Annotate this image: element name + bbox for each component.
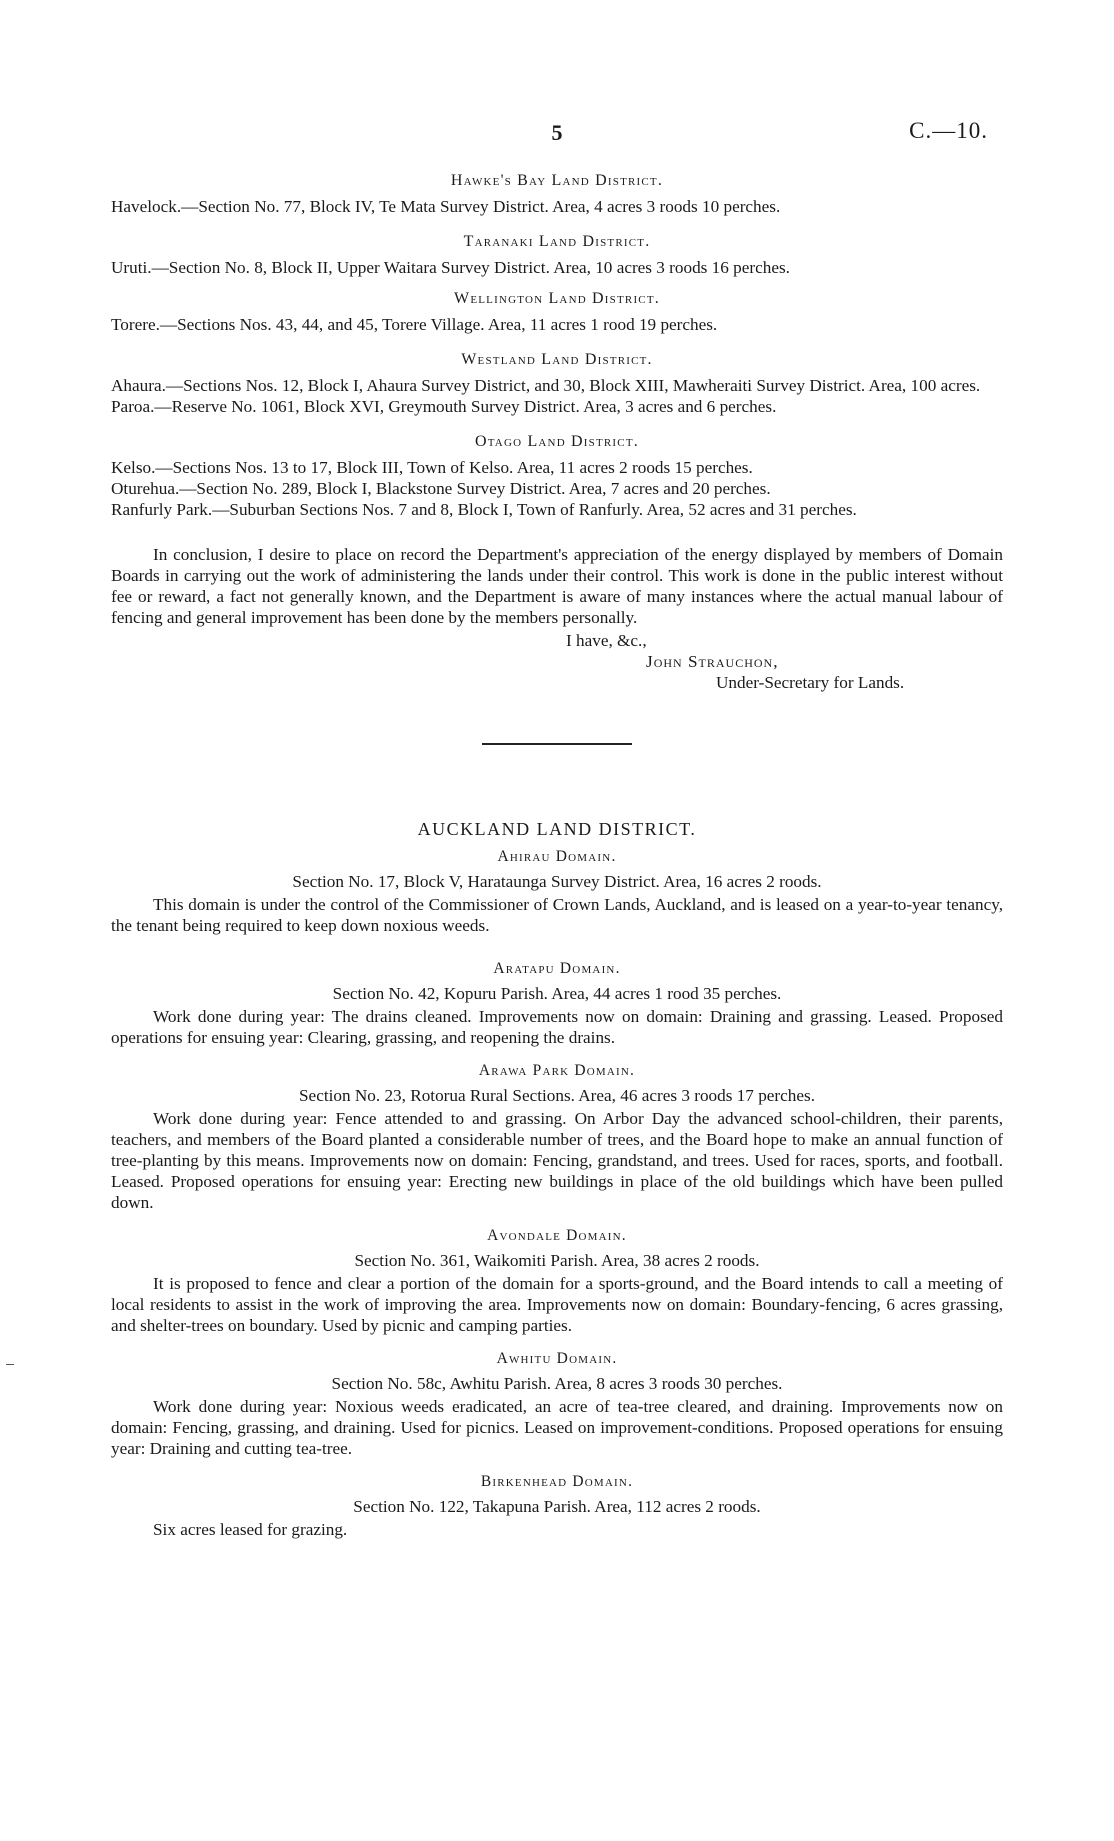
margin-mark xyxy=(6,1364,14,1365)
reserve-entry: Kelso.—Sections Nos. 13 to 17, Block III, Town of Kelso. Area, 11 acres 2 roods 15 perches. xyxy=(111,458,753,477)
page-number: 5 xyxy=(551,120,563,145)
district-block-taranaki xyxy=(111,231,1003,278)
reserve-entry: Torere.—Sections Nos. 43, 44, and 45, Torere Village. Area, 11 acres 1 rood 19 perches. xyxy=(111,315,718,334)
section-divider xyxy=(482,743,632,745)
conclusion-paragraph: In conclusion, I desire to place on record the Department's appreciation of the energy displayed by members of Domain Boards in carrying out the work of administering the lands under their control. This work is done in the public interest without fee or reward, a fact not generally known, and the Department is aware of many instances where the actual manual labour of fencing and general improvement has been done by the members personally. xyxy=(111,545,1003,627)
domain-description: Work done during year: Noxious weeds eradicated, an acre of tea-tree cleared, and draining. Improvements now on domain: Fencing, grassing, and draining. Used for picnics. Leased on improvement-conditions. Proposed operations for ensuing year: Draining and cutting tea-tree. xyxy=(111,1397,1003,1458)
domain-description: This domain is under the control of the Commissioner of Crown Lands, Auckland, and is leased on a year-to-year tenancy, the tenant being required to keep down noxious weeds. xyxy=(111,895,1003,935)
district-heading: Hawke's Bay Land District. xyxy=(450,172,664,189)
domain-section-line: Section No. 58c, Awhitu Parish. Area, 8 acres 3 roods 30 perches. xyxy=(331,1374,783,1393)
reserve-entry: Havelock.—Section No. 77, Block IV, Te Mata Survey District. Area, 4 acres 3 roods 10 perches. xyxy=(111,197,781,216)
domain-description: It is proposed to fence and clear a portion of the domain for a sports-ground, and the Board intends to call a meeting of local residents to assist in the work of improving the area. Improvements now on domain: Boundary-fencing, 6 acres grassing, and shelter-trees on boundary. Used by picnic and camping parties. xyxy=(111,1274,1003,1335)
district-block-otago xyxy=(111,431,1003,520)
domain-section-line: Section No. 361, Waikomiti Parish. Area, 38 acres 2 roods. xyxy=(354,1251,760,1270)
domain-block-aratapu xyxy=(111,958,1003,1048)
domain-section-line: Section No. 23, Rotorua Rural Sections. Area, 46 acres 3 roods 17 perches. xyxy=(299,1086,815,1105)
district-heading: Otago Land District. xyxy=(475,433,639,450)
document-reference: C.—10. xyxy=(909,118,988,143)
domain-heading: Avondale Domain. xyxy=(487,1227,627,1244)
reserve-entry: Paroa.—Reserve No. 1061, Block XVI, Greymouth Survey District. Area, 3 acres and 6 perches. xyxy=(111,397,777,416)
domain-block-ahirau xyxy=(111,846,1003,936)
domain-section-line: Section No. 42, Kopuru Parish. Area, 44 acres 1 rood 35 perches. xyxy=(332,984,782,1003)
conclusion-block xyxy=(111,544,1003,693)
domain-heading: Awhitu Domain. xyxy=(496,1350,618,1367)
domain-description: Work done during year: Fence attended to and grassing. On Arbor Day the advanced school-children, their parents, teachers, and members of the Board planted a considerable number of trees, and the Board hope to make an annual function of tree-planting by this means. Improvements now on domain: Fencing, grandstand, and trees. Used for races, sports, and football. Leased. Proposed operations for ensuing year: Erecting new buildings in place of the old buildings which have been pulled down. xyxy=(111,1109,1003,1212)
signatory-title: Under-Secretary for Lands. xyxy=(716,673,905,692)
reserve-entry: Ahaura.—Sections Nos. 12, Block I, Ahaura Survey District, and 30, Block XIII, Mawheraiti Survey District. Area, 100 acres. xyxy=(111,376,981,395)
domain-description: Work done during year: The drains cleaned. Improvements now on domain: Draining and grassing. Leased. Proposed operations for ensuing year: Clearing, grassing, and reopening the drains. xyxy=(111,1007,1003,1047)
domain-heading: Aratapu Domain. xyxy=(493,960,621,977)
auckland-district-title: AUCKLAND LAND DISTRICT. xyxy=(417,819,697,839)
domain-block-avondale xyxy=(111,1225,1003,1336)
district-heading: Wellington Land District. xyxy=(454,290,660,307)
domain-heading: Arawa Park Domain. xyxy=(478,1062,636,1079)
domain-block-birkenhead xyxy=(111,1471,1003,1540)
domain-heading: Birkenhead Domain. xyxy=(480,1473,634,1490)
domain-description: Six acres leased for grazing. xyxy=(153,1520,348,1539)
district-block-hawkes-bay xyxy=(111,170,1003,217)
district-heading: Taranaki Land District. xyxy=(463,233,651,250)
domain-section-line: Section No. 122, Takapuna Parish. Area, 112 acres 2 roods. xyxy=(353,1497,761,1516)
reserve-entry: Ranfurly Park.—Suburban Sections Nos. 7 and 8, Block I, Town of Ranfurly. Area, 52 acres and 31 perches. xyxy=(111,500,857,519)
reserve-entry: Oturehua.—Section No. 289, Block I, Blackstone Survey District. Area, 7 acres and 20 perches. xyxy=(111,479,771,498)
domain-block-awhitu xyxy=(111,1348,1003,1459)
domain-section-line: Section No. 17, Block V, Harataunga Survey District. Area, 16 acres 2 roods. xyxy=(292,872,822,891)
domain-block-arawa-park xyxy=(111,1060,1003,1213)
district-heading: Westland Land District. xyxy=(461,351,653,368)
district-block-westland xyxy=(111,349,1003,417)
domain-heading: Ahirau Domain. xyxy=(497,848,617,865)
signatory-name: John Strauchon, xyxy=(646,652,779,671)
page-content xyxy=(111,170,1003,1540)
letter-closing: I have, &c., xyxy=(566,631,647,650)
district-block-wellington xyxy=(111,288,1003,335)
reserve-entry: Uruti.—Section No. 8, Block II, Upper Waitara Survey District. Area, 10 acres 3 roods 16 perches. xyxy=(111,258,790,277)
